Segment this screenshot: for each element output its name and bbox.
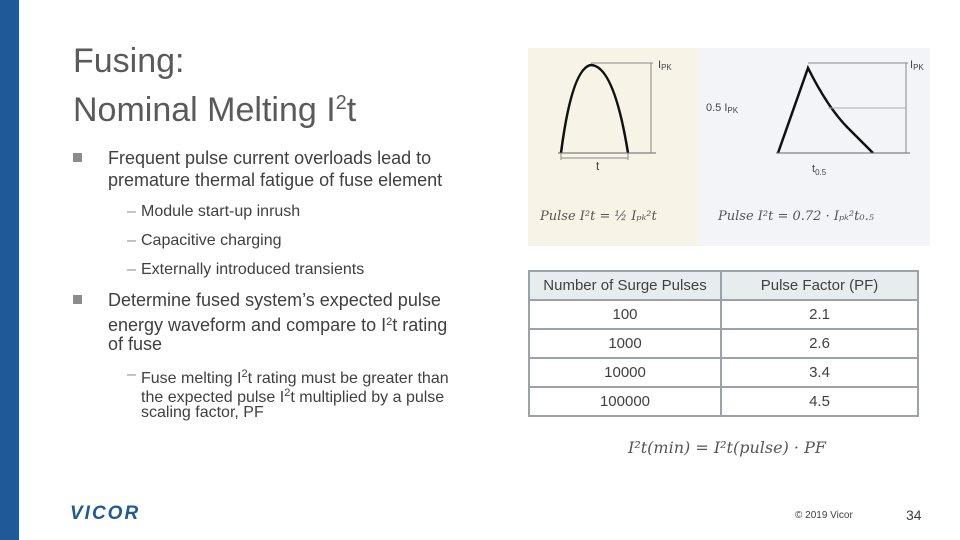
table-cell: 4.5 <box>721 387 918 416</box>
table-header-row <box>529 271 918 300</box>
bullet-marker <box>73 153 82 162</box>
bullet-1-line-1: Frequent pulse current overloads lead to <box>108 148 432 168</box>
sidebar-stripe <box>0 0 19 540</box>
table-cell: 100000 <box>529 387 721 416</box>
table-row <box>529 358 918 387</box>
bullet-2-line-3: of fuse <box>108 334 163 354</box>
right-formula: Pulse I²t = 0.72 · Iₚₖ²t₀.₅ <box>718 209 874 224</box>
table-row <box>529 387 918 416</box>
pulse-factor-table <box>528 270 919 417</box>
dash-marker: – <box>127 203 136 220</box>
dash-marker: – <box>127 232 136 249</box>
slide-title <box>73 40 356 131</box>
bullet-2-line-2: energy waveform and compare to $I^2t$ rating <box>108 315 448 335</box>
copyright: © 2019 Vicor <box>795 510 853 521</box>
sub-line-1: Fuse melting $I^2t$ rating must be greater than <box>141 368 449 387</box>
waveform-diagram <box>528 48 930 246</box>
header-surge-pulses: Number of Surge Pulses <box>529 271 721 300</box>
left-formula: Pulse I²t = ½ Iₚₖ²t <box>540 209 657 224</box>
table-cell: 100 <box>529 300 721 329</box>
right-half-label: 0.5 IPK <box>706 102 739 115</box>
table-row <box>529 300 918 329</box>
right-t-label: $t_{0.5}$ <box>812 163 827 177</box>
min-i2t-formula: I²t(min) = I²t(pulse) · PF <box>628 438 826 457</box>
pulse-waveform-figure <box>528 48 930 246</box>
title-line-1: Fusing: <box>73 42 185 80</box>
table-row <box>529 329 918 358</box>
bullet-2-line-1: Determine fused system’s expected pulse <box>108 290 441 310</box>
sub-line-3: scaling factor, PF <box>141 404 264 421</box>
bullet-marker <box>73 295 82 304</box>
right-peak-label: IPK <box>910 59 924 72</box>
header-pulse-factor: Pulse Factor (PF) <box>721 271 918 300</box>
exp-pulse-curve <box>778 68 873 153</box>
sine-pulse-curve <box>561 65 628 153</box>
table-cell: 2.1 <box>721 300 918 329</box>
page-number: 34 <box>906 507 922 523</box>
sub-line-2: the expected pulse $I^2t$ multiplied by a pulse <box>141 387 445 406</box>
table-cell: 1000 <box>529 329 721 358</box>
vicor-logo: VICOR <box>70 503 141 524</box>
bullet-1-line-2: premature thermal fatigue of fuse element <box>108 170 443 190</box>
left-t-label: t <box>596 159 600 173</box>
dash-marker: – <box>127 261 136 278</box>
table-cell: 2.6 <box>721 329 918 358</box>
title-line-2: Nominal Melting $I^2t$ <box>73 91 357 129</box>
dash-marker: – <box>127 366 136 383</box>
table-cell: 3.4 <box>721 358 918 387</box>
table-cell: 10000 <box>529 358 721 387</box>
left-peak-label: IPK <box>658 59 672 72</box>
